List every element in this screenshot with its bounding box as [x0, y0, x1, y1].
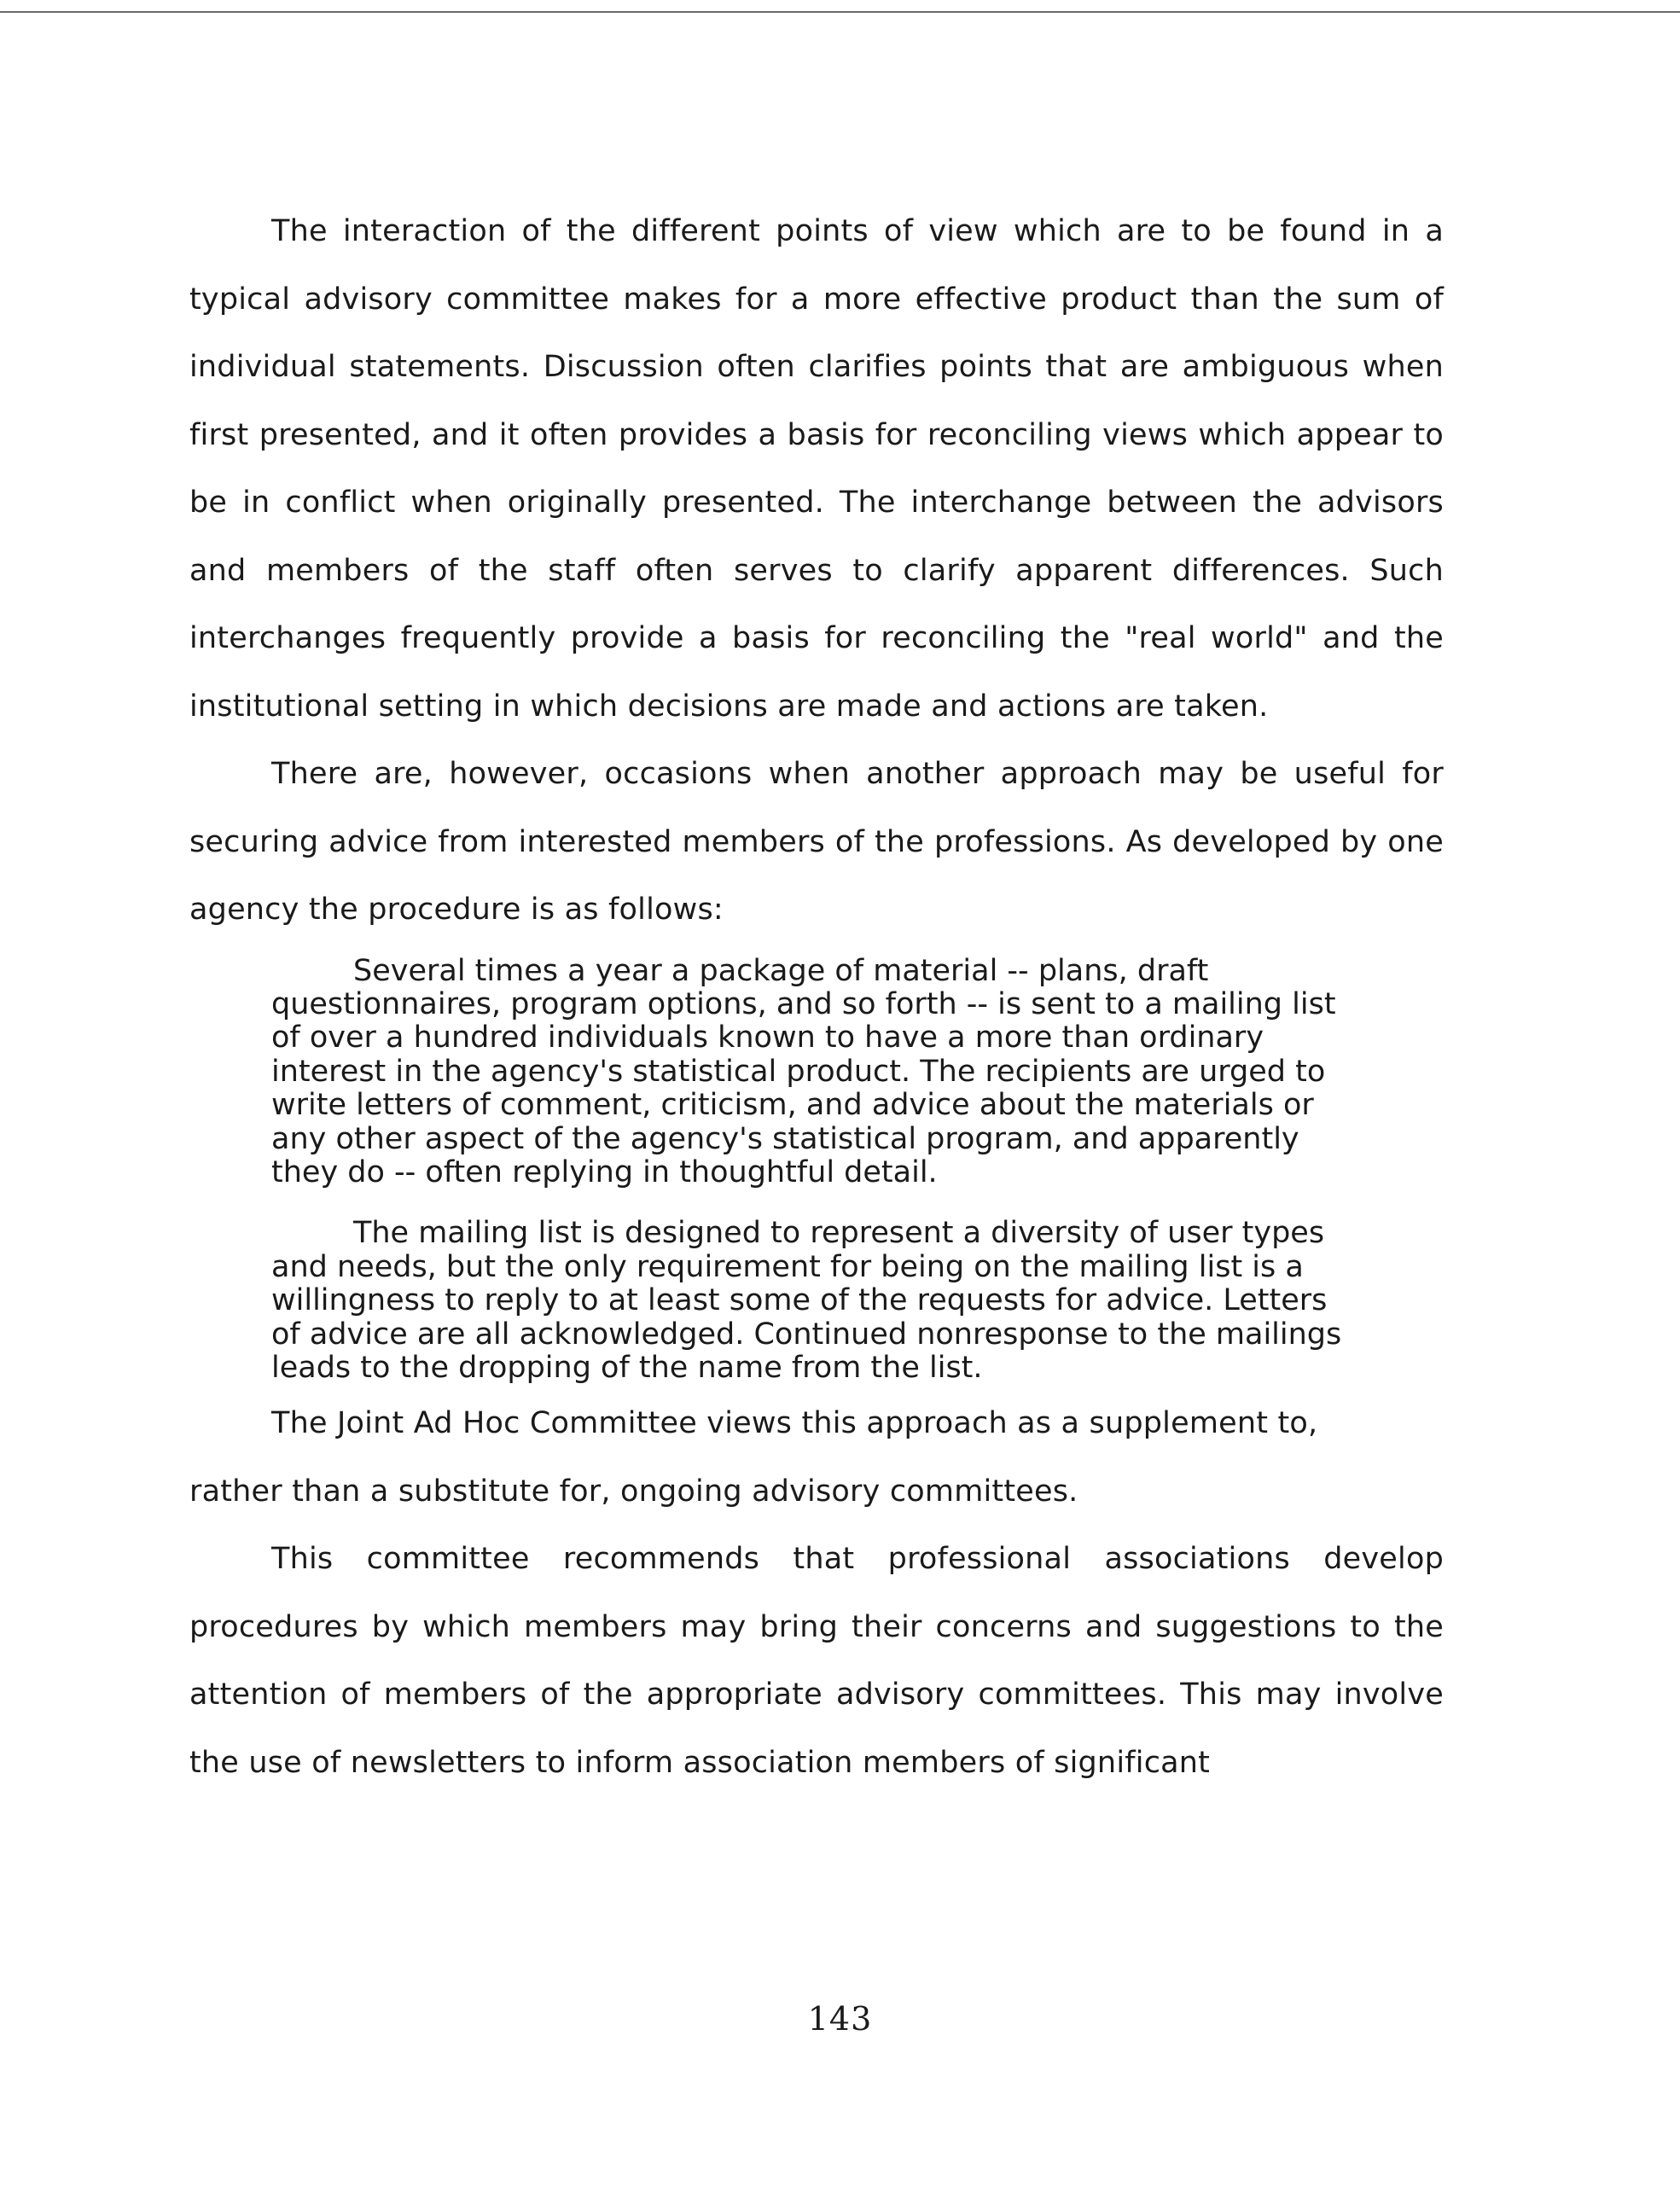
body-paragraph-recommendation: This committee recommends that professional associations develop procedures by which members may bring their concerns and suggestions to the attention of members of the appropriate advisory committees. This may involve the use of newsletters to inform association members of significant — [189, 1542, 1444, 1780]
body-paragraph-joint-committee-line2: rather than a substitute for, ongoing advisory committees. — [189, 1474, 1078, 1509]
body-paragraph-approach: There are, however, occasions when another approach may be useful for securing advice from interested members of the professions. As developed by one agency the procedure is as follows: — [189, 757, 1444, 927]
spacer — [271, 1189, 1355, 1217]
quote-paragraph-mailing-list: The mailing list is designed to represent a diversity of user types and needs, but the only requirement for being on the mailing list is a willingness to reply to at least some of the requests for advice. Letters of advice are all acknowledged. Continued nonresponse to the mailings leads to the dropping of the name from the list. — [271, 1216, 1342, 1385]
block-quote — [271, 955, 1355, 1386]
top-rule — [0, 11, 1680, 13]
body-paragraph-interaction: The interaction of the different points of view which are to be found in a typical advisory committee makes for a more effective product than the sum of individual statements. Discussion often clarifies points that are ambiguous when first presented, and it often provides a basis for reconciling views which appear to be in conflict when originally presented. The interchange between the advisors and members of the staff often serves to clarify apparent differences. Such interchanges frequently provide a basis for reconciling the "real world" and the institutional setting in which decisions are made and actions are taken. — [189, 214, 1444, 724]
page-number: 143 — [807, 2000, 873, 2038]
spacer — [189, 945, 1444, 955]
body-paragraph-joint-committee-line1: The Joint Ad Hoc Committee views this approach as a supplement to, — [271, 1406, 1318, 1441]
page-body — [189, 198, 1444, 1797]
quote-paragraph-package: Several times a year a package of material -- plans, draft questionnaires, program options, and so forth -- is sent to a mailing list of over a hundred individuals known to have a more than ordinary interest in the agency's statistical product. The recipients are urged to write letters of comment, criticism, and advice about the materials or any other aspect of the agency's statistical program, and apparently they do -- often replying in thoughtful detail. — [271, 953, 1336, 1189]
